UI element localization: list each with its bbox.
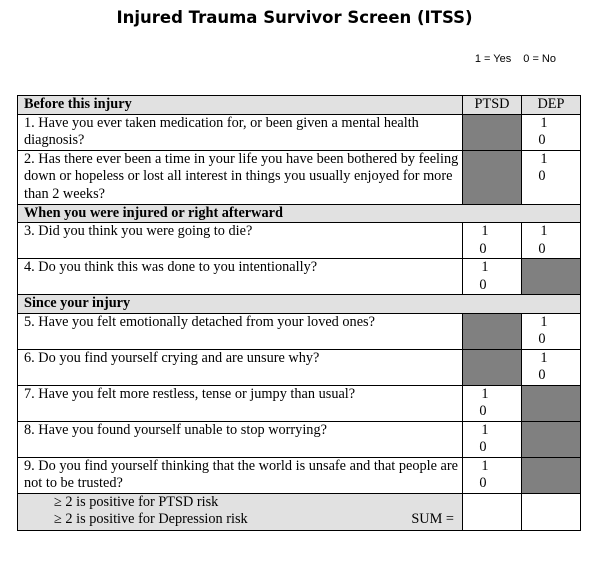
column-header-ptsd: PTSD: [463, 96, 522, 115]
ptsd-cell-disabled: [463, 313, 522, 349]
question-text: 1. Have you ever taken medication for, or been given a mental health diagnosis?: [18, 114, 463, 150]
answer-yes[interactable]: 1: [481, 259, 489, 275]
answer-no[interactable]: 0: [538, 132, 546, 148]
answer-legend: [475, 53, 556, 65]
answer-no[interactable]: 0: [538, 240, 546, 257]
answer-no[interactable]: 0: [479, 475, 487, 491]
dep-answer-cell[interactable]: [522, 150, 581, 204]
ptsd-sum-field[interactable]: [463, 493, 522, 530]
answer-no[interactable]: 0: [538, 168, 546, 184]
ptsd-answer-cell[interactable]: [463, 223, 522, 259]
dep-scoring-rule: ≥ 2 is positive for Depression risk: [54, 511, 248, 527]
section-heading: Before this injury: [18, 96, 463, 115]
screening-table: [17, 95, 581, 531]
answer-yes[interactable]: 1: [540, 223, 548, 239]
dep-cell-disabled: [522, 385, 581, 421]
section-heading: When you were injured or right afterward: [18, 204, 581, 223]
dep-cell-disabled: [522, 259, 581, 295]
answer-yes[interactable]: 1: [481, 421, 489, 438]
ptsd-answer-cell[interactable]: [463, 259, 522, 295]
answer-yes[interactable]: 1: [481, 223, 489, 239]
dep-answer-cell[interactable]: [522, 349, 581, 385]
ptsd-answer-cell[interactable]: [463, 421, 522, 457]
dep-answer-cell[interactable]: [522, 223, 581, 259]
question-row: [18, 150, 581, 204]
question-text: 8. Have you found yourself unable to stop worrying?: [18, 421, 463, 457]
section-heading: Since your injury: [18, 295, 581, 314]
answer-yes[interactable]: 1: [540, 349, 548, 366]
page-title: Injured Trauma Survivor Screen (ITSS): [116, 8, 473, 27]
ptsd-cell-disabled: [463, 349, 522, 385]
sum-label: SUM =: [411, 511, 454, 527]
question-row: [18, 457, 581, 493]
ptsd-answer-cell[interactable]: [463, 457, 522, 493]
ptsd-cell-disabled: [463, 114, 522, 150]
answer-no[interactable]: 0: [479, 276, 487, 293]
dep-answer-cell[interactable]: [522, 313, 581, 349]
question-text: 9. Do you find yourself thinking that the world is unsafe and that people are not to be trusted?: [18, 457, 463, 493]
answer-yes[interactable]: 1: [481, 457, 489, 474]
legend-yes: 1 = Yes: [474, 53, 512, 65]
answer-no[interactable]: 0: [538, 367, 546, 383]
question-text: 3. Did you think you were going to die?: [18, 223, 463, 259]
question-text: 2. Has there ever been a time in your life you have been bothered by feeling down or hopeless or lost all interest in things you usually enjoyed for more than 2 weeks?: [18, 150, 463, 204]
ptsd-answer-cell[interactable]: [463, 385, 522, 421]
ptsd-scoring-rule: ≥ 2 is positive for PTSD risk: [54, 493, 219, 510]
question-row: [18, 114, 581, 150]
question-text: 4. Do you think this was done to you intentionally?: [18, 259, 463, 295]
answer-yes[interactable]: 1: [481, 385, 489, 402]
answer-yes[interactable]: 1: [540, 150, 548, 167]
answer-yes[interactable]: 1: [540, 313, 548, 330]
answer-no[interactable]: 0: [538, 331, 546, 347]
answer-no[interactable]: 0: [479, 240, 487, 257]
dep-cell-disabled: [522, 421, 581, 457]
section-header-when-injured: [18, 204, 581, 223]
answer-no[interactable]: 0: [479, 439, 487, 455]
dep-answer-cell[interactable]: [522, 114, 581, 150]
answer-yes[interactable]: 1: [540, 114, 548, 131]
legend-no: 0 = No: [523, 53, 556, 65]
section-header-since-injury: [18, 295, 581, 314]
question-row: [18, 349, 581, 385]
ptsd-cell-disabled: [463, 150, 522, 204]
section-header-before-injury: [18, 96, 581, 115]
dep-sum-field[interactable]: [522, 493, 581, 530]
column-header-dep: DEP: [522, 96, 581, 115]
question-row: [18, 313, 581, 349]
question-text: 7. Have you felt more restless, tense or jumpy than usual?: [18, 385, 463, 421]
question-row: [18, 259, 581, 295]
question-text: 5. Have you felt emotionally detached from your loved ones?: [18, 313, 463, 349]
question-row: [18, 223, 581, 259]
scoring-row: [18, 493, 581, 530]
scoring-rules: [18, 493, 463, 530]
question-row: [18, 385, 581, 421]
dep-cell-disabled: [522, 457, 581, 493]
answer-no[interactable]: 0: [479, 403, 487, 419]
question-row: [18, 421, 581, 457]
question-text: 6. Do you find yourself crying and are unsure why?: [18, 349, 463, 385]
